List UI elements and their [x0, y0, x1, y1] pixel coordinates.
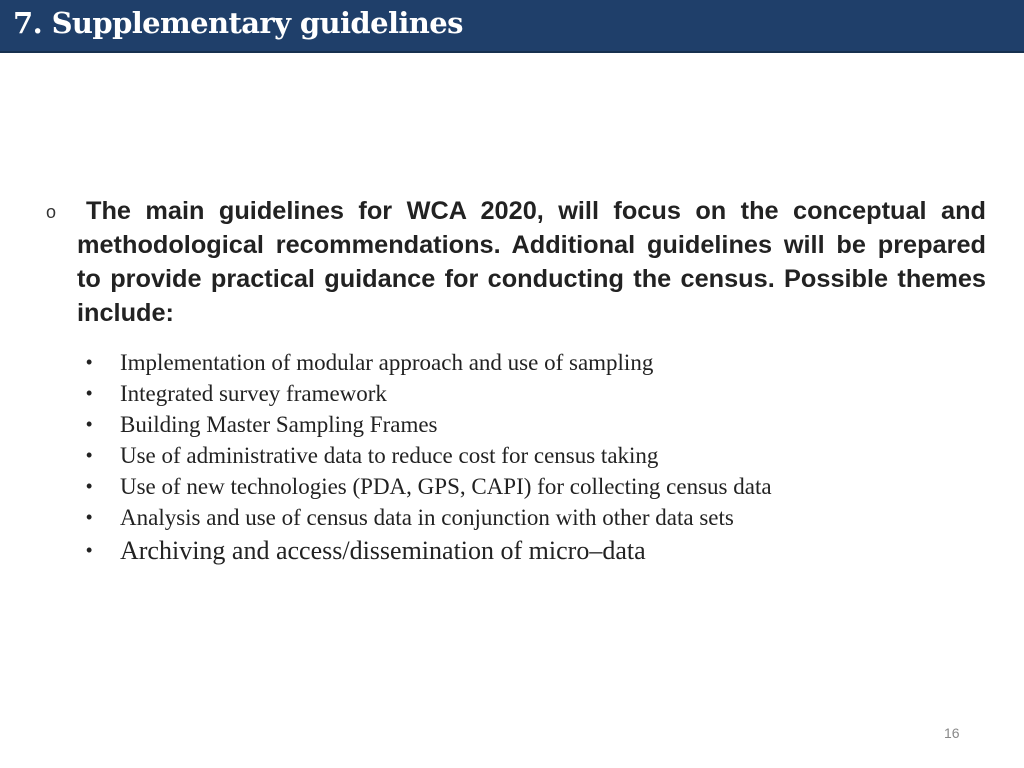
bullet-icon: • — [86, 414, 93, 434]
hollow-bullet-icon: o — [46, 202, 57, 222]
list-item-text: Building Master Sampling Frames — [120, 412, 438, 437]
bullet-icon: • — [86, 540, 93, 560]
list-item-text: Use of administrative data to reduce cost for census taking — [120, 443, 659, 468]
bullet-icon: • — [86, 352, 93, 372]
list-item-text: Use of new technologies (PDA, GPS, CAPI) for collecting census data — [120, 474, 772, 499]
list-item-text: Integrated survey framework — [120, 381, 387, 406]
page-number: 16 — [944, 725, 960, 741]
list-item — [86, 378, 986, 409]
bullet-icon: • — [86, 445, 93, 465]
bullet-icon: • — [86, 507, 93, 527]
main-point — [46, 194, 986, 330]
list-item-text: Implementation of modular approach and use of sampling — [120, 350, 654, 375]
themes-list — [86, 347, 986, 568]
list-item-text: Archiving and access/dissemination of micro–data — [120, 536, 646, 565]
title-bar — [0, 0, 1024, 53]
list-item — [86, 533, 986, 568]
list-item — [86, 502, 986, 533]
list-item — [86, 471, 986, 502]
bullet-icon: • — [86, 383, 93, 403]
list-item-text: Analysis and use of census data in conjunction with other data sets — [120, 505, 734, 530]
list-item — [86, 409, 986, 440]
slide-title: 7. Supplementary guidelines — [13, 6, 463, 40]
main-paragraph: The main guidelines for WCA 2020, will focus on the conceptual and methodological recommendations. Additional guidelines will be prepared to provide practical guidance for conducting the census. Possible themes include: — [77, 197, 986, 327]
list-item — [86, 440, 986, 471]
bullet-icon: • — [86, 476, 93, 496]
list-item — [86, 347, 986, 378]
